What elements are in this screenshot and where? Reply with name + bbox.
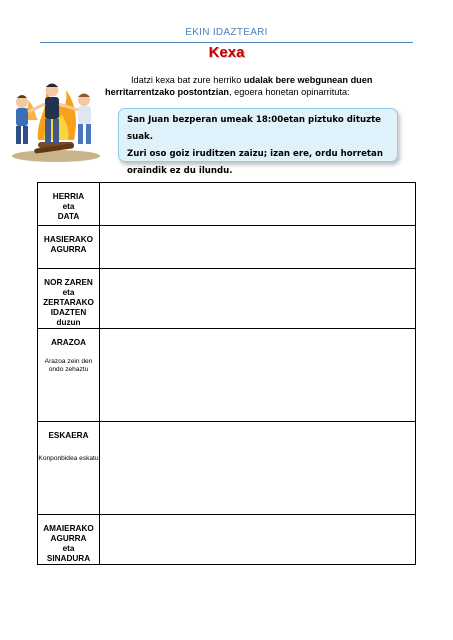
label-line: eta [62, 288, 75, 297]
form-row [38, 329, 416, 422]
instructions-text-end: , egoera honetan opinarrituta: [229, 87, 350, 97]
answer-field[interactable] [100, 515, 416, 565]
form-row-label [38, 515, 100, 565]
instructions-text: Idatzi kexa bat zure herriko [131, 75, 244, 85]
answer-field[interactable] [100, 183, 416, 226]
label-line: eta [62, 544, 75, 553]
form-row-label [38, 422, 100, 515]
answer-field[interactable] [100, 329, 416, 422]
label-line: AGURRA [50, 245, 87, 254]
label-line: eta [62, 202, 75, 211]
callout-line: oraindik ez du ilundu. [127, 166, 233, 176]
label-line: DATA [57, 212, 80, 221]
complaint-form-table [37, 182, 416, 565]
form-row [38, 226, 416, 269]
callout-line: San Juan bezperan umeak 18:00etan piztuko dituzte suak. [127, 115, 382, 142]
form-row [38, 269, 416, 329]
form-row-label [38, 329, 100, 422]
label-line: ZERTARAKO [43, 298, 94, 307]
label-line: AGURRA [50, 534, 87, 543]
instructions [105, 74, 405, 98]
form-row [38, 515, 416, 565]
answer-field[interactable] [100, 269, 416, 329]
form-row-label [38, 183, 100, 226]
answer-field[interactable] [100, 422, 416, 515]
label-line: HASIERAKO [43, 235, 94, 244]
page-header: EKIN IDAZTEARI [185, 27, 268, 38]
label-line: AMAIERAKO [43, 524, 94, 533]
label-line: SINADURA [46, 554, 91, 563]
page-title: Kexa [208, 44, 245, 61]
label-line: HERRIA [52, 192, 85, 201]
situation-callout [118, 108, 398, 176]
label-line: NOR ZAREN [44, 278, 93, 287]
header-divider [40, 42, 413, 43]
answer-field[interactable] [100, 226, 416, 269]
form-row-hint: Arazoa zein den ondo zehaztu [44, 358, 93, 373]
form-row [38, 183, 416, 226]
callout-line: Zuri oso goiz iruditzen zaizu; izan ere, ordu horretan [127, 149, 383, 159]
label-line: duzun [56, 318, 81, 327]
label-line: ARAZOA [50, 338, 87, 347]
bonfire-children-illustration [8, 70, 104, 164]
instructions-emphasis: udalak bere webgunean duen herritarrentzako postontzian [105, 75, 373, 97]
form-row-label [38, 226, 100, 269]
form-row [38, 422, 416, 515]
form-row-label [38, 269, 100, 329]
form-row-hint: Konponbidea eskatu [38, 455, 99, 462]
label-line: IDAZTEN [50, 308, 87, 317]
label-line: ESKAERA [48, 431, 89, 440]
